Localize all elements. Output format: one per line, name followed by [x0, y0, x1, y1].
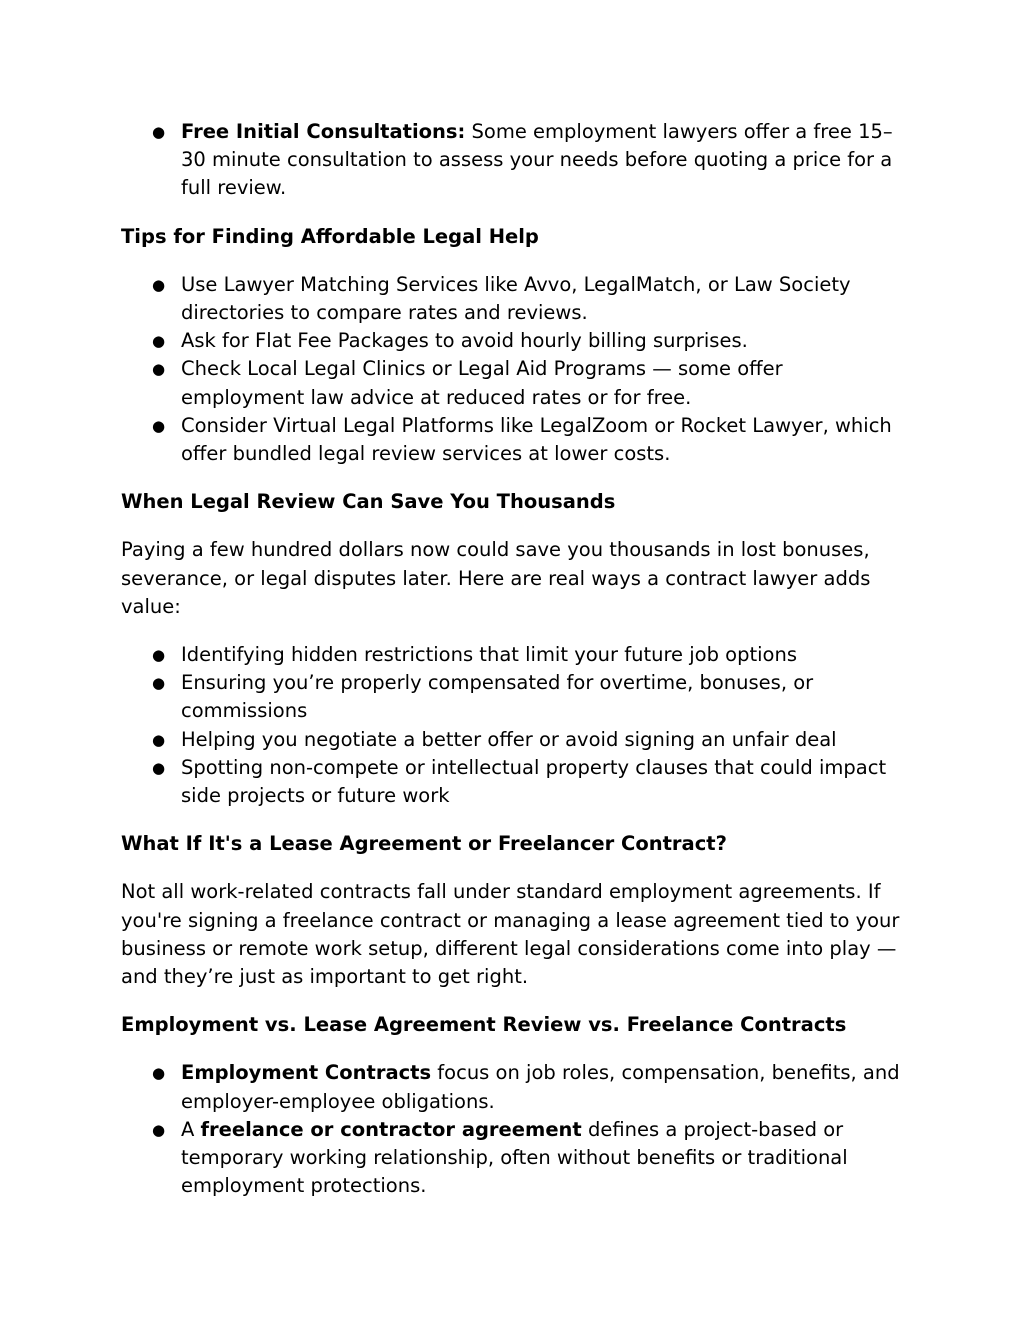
document-page — [121, 118, 911, 1201]
list-item — [121, 726, 911, 754]
list-item-text: Consider Virtual Legal Platforms like LegalZoom or Rocket Lawyer, which offer bundled legal review services at lower costs. — [181, 413, 892, 466]
list-item-text: Ask for Flat Fee Packages to avoid hourly billing surprises. — [181, 329, 748, 353]
list-item — [121, 355, 911, 411]
bullet-icon: ● — [152, 332, 166, 351]
lease-paragraph: Not all work-related contracts fall under standard employment agreements. If you're signing a freelance contract or managing a lease agreement tied to your business or remote work setup, different legal considerations come into play — and they’re just as important to get right. — [121, 880, 900, 989]
list-item — [121, 1059, 911, 1115]
list-item-bold: Employment Contracts — [181, 1061, 432, 1085]
list-item-text: Spotting non-compete or intellectual property clauses that could impact side projects or future work — [181, 755, 887, 808]
bullet-icon: ● — [152, 275, 166, 294]
list-item — [121, 754, 911, 810]
bullet-icon: ● — [152, 360, 166, 379]
list-item-text: Check Local Legal Clinics or Legal Aid Programs — some offer employment law advice at reduced rates or for free. — [181, 357, 783, 409]
list-item — [121, 641, 911, 669]
comparison-heading: Employment vs. Lease Agreement Review vs. Freelance Contracts — [121, 1013, 847, 1037]
list-item-text: Some employment lawyers offer a free 15–30 minute consultation to assess your needs before quoting a price for a full review. — [181, 120, 893, 200]
lease-heading: What If It's a Lease Agreement or Freelancer Contract? — [121, 832, 727, 856]
list-item-text: Ensuring you’re properly compensated for overtime, bonuses, or commissions — [181, 671, 814, 723]
list-item-text: Helping you negotiate a better offer or avoid signing an unfair deal — [181, 727, 837, 751]
bullet-icon: ● — [152, 123, 166, 141]
savings-paragraph: Paying a few hundred dollars now could save you thousands in lost bonuses, severance, or legal disputes later. Here are real ways a contract lawyer adds value: — [121, 538, 871, 618]
list-item-prefix: A — [181, 1117, 201, 1141]
tips-heading: Tips for Finding Affordable Legal Help — [121, 224, 539, 248]
list-item — [121, 118, 911, 203]
savings-heading: When Legal Review Can Save You Thousands — [121, 490, 616, 514]
list-item — [121, 669, 911, 725]
list-item — [121, 327, 911, 355]
bullet-icon: ● — [152, 416, 166, 435]
bullet-icon: ● — [152, 1064, 166, 1083]
intro-bullet-list — [121, 118, 911, 203]
list-item — [121, 1116, 911, 1201]
list-item-bold: Free Initial Consultations: — [181, 120, 466, 143]
savings-bullet-list — [121, 641, 911, 810]
bullet-icon: ● — [152, 674, 166, 693]
bullet-icon: ● — [152, 730, 166, 749]
bullet-icon: ● — [152, 646, 166, 665]
tips-bullet-list — [121, 271, 911, 468]
list-item — [121, 271, 911, 327]
list-item-text: Use Lawyer Matching Services like Avvo, LegalMatch, or Law Society directories to compare rates and reviews. — [181, 272, 851, 325]
list-item-text: Identifying hidden restrictions that limit your future job options — [181, 643, 798, 667]
list-item-text: defines a project-based or temporary working relationship, often without benefits or traditional employment protections. — [181, 1117, 848, 1198]
list-item — [121, 412, 911, 468]
bullet-icon: ● — [152, 1120, 166, 1139]
comparison-bullet-list — [121, 1059, 911, 1200]
list-item-text: focus on job roles, compensation, benefits, and employer-employee obligations. — [181, 1061, 900, 1113]
bullet-icon: ● — [152, 758, 166, 777]
list-item-bold: freelance or contractor agreement — [200, 1117, 582, 1141]
